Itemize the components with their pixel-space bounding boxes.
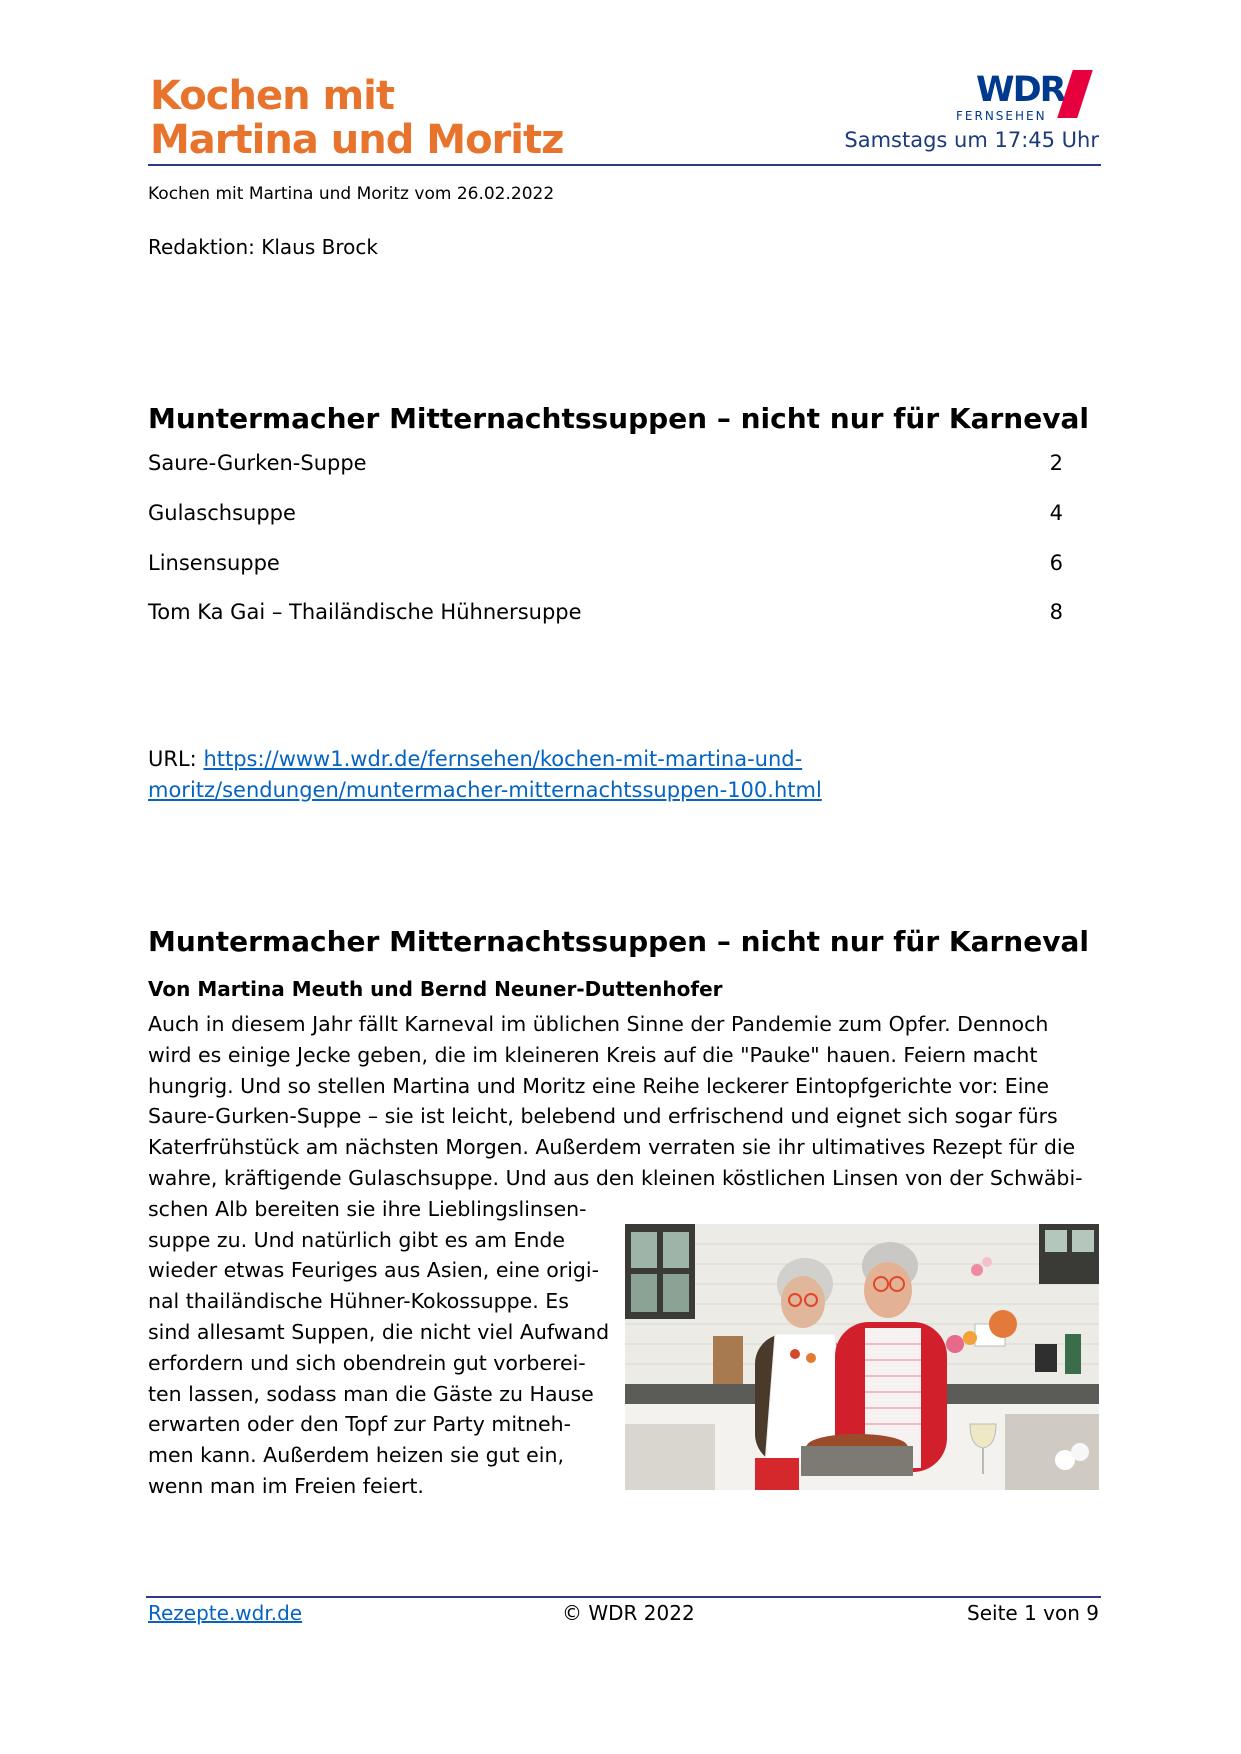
article-line: Auch in diesem Jahr fällt Karneval im üblichen Sinne der Pandemie zum Opfer. Dennoch [148, 1012, 1049, 1036]
article-line: Saure-Gurken-Suppe – sie ist leicht, belebend und erfrischend und eignet sich sogar fürs [148, 1104, 1058, 1129]
toc-item-title: Gulaschsuppe [148, 501, 296, 525]
show-title [150, 74, 563, 162]
article-heading: Muntermacher Mitternachtssuppen – nicht nur für Karneval [148, 925, 1089, 958]
url-link-line1[interactable]: https://www1.wdr.de/fernsehen/kochen-mit-martina-und- [203, 747, 803, 771]
article-line: schen Alb bereiten sie ihre Lieblingslinsen- [148, 1196, 587, 1221]
article-line: erfordern und sich obendrein gut vorberei- [148, 1350, 586, 1375]
article-line: Katerfrühstück am nächsten Morgen. Außerdem verraten sie ihr ultimatives Rezept für die [148, 1135, 1076, 1160]
show-title-line1: Kochen mit [150, 73, 395, 119]
episode-line: Kochen mit Martina und Moritz vom 26.02.2022 [148, 184, 555, 204]
wdr-logo-subtitle: FERNSEHEN [956, 109, 1047, 123]
article-line: wird es einige Jecke geben, die im kleineren Kreis auf die "Pauke" hauen. Feiern macht [148, 1042, 1038, 1067]
article-line: wahre, kräftigende Gulaschsuppe. Und aus den kleinen köstlichen Linsen von der Schwäbi- [148, 1165, 1083, 1190]
wdr-logo [940, 70, 1098, 122]
toc-item[interactable] [148, 600, 1063, 624]
wdr-logo-text: WDR [976, 70, 1065, 110]
toc-heading: Muntermacher Mitternachtssuppen – nicht nur für Karneval [148, 402, 1089, 435]
toc-item-page: 4 [1049, 501, 1063, 525]
footer-page-number: Seite 1 von 9 [967, 1601, 1099, 1625]
toc-item[interactable] [148, 451, 1063, 475]
article-line: erwarten oder den Topf zur Party mitneh- [148, 1412, 572, 1437]
url-link-line2[interactable]: moritz/sendungen/muntermacher-mitternachtssuppen-100.html [148, 778, 822, 802]
url-block [148, 744, 1048, 806]
article-line: wieder etwas Feuriges aus Asien, eine origi- [148, 1258, 600, 1283]
show-title-line2: Martina und Moritz [150, 117, 564, 163]
article-line: wenn man im Freien feiert. [148, 1473, 424, 1498]
toc-item[interactable] [148, 501, 1063, 525]
airtime-label: Samstags um 17:45 Uhr [844, 128, 1099, 152]
editor-line: Redaktion: Klaus Brock [148, 235, 378, 259]
article-line: suppe zu. Und natürlich gibt es am Ende [148, 1227, 566, 1252]
article-line: sind allesamt Suppen, die nicht viel Aufwand [148, 1319, 610, 1344]
toc-item-title: Saure-Gurken-Suppe [148, 451, 367, 475]
header-divider [148, 164, 1101, 166]
toc-item-title: Tom Ka Gai – Thailändische Hühnersuppe [148, 600, 582, 624]
footer-link[interactable]: Rezepte.wdr.de [148, 1601, 303, 1625]
article-line: men kann. Außerdem heizen sie gut ein, [148, 1443, 564, 1468]
footer-copyright: © WDR 2022 [562, 1601, 695, 1625]
article-line: ten lassen, sodass man die Gäste zu Hause [148, 1381, 594, 1406]
toc-item-page: 2 [1049, 451, 1063, 475]
toc-item-title: Linsensuppe [148, 551, 280, 575]
url-label: URL: [148, 747, 197, 771]
article-line: nal thailändische Hühner-Kokossuppe. Es [148, 1289, 569, 1314]
toc-item-page: 6 [1049, 551, 1063, 575]
hosts-photo [625, 1224, 1099, 1490]
article-byline: Von Martina Meuth und Bernd Neuner-Duttenhofer [148, 977, 723, 1001]
toc-item-page: 8 [1049, 600, 1063, 624]
toc-item[interactable] [148, 551, 1063, 575]
article-line: hungrig. Und so stellen Martina und Moritz eine Reihe leckerer Eintopfgerichte vor: Eine [148, 1073, 1050, 1098]
